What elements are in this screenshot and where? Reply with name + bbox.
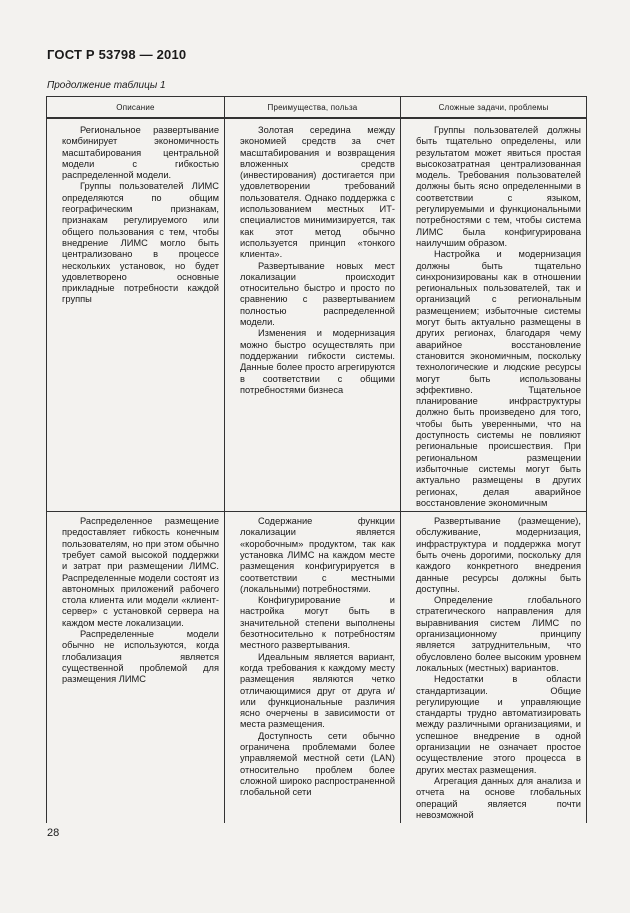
paragraph: Недостатки в области стандартизации. Общие регулирующие и управляющие стандарты трудно автоматизировать между различными организациями, и успешное внедрение в одной организации не означает простое осуществление этого процесса в других местах размещения. (416, 674, 581, 775)
paragraph: Группы пользователей ЛИМС определяются по общим географическим признакам, признакам регулируемого или общего пользования с тем, чтобы внедрение ЛИМС могло быть централизовано в процессе нескольких установок, но будет удовлетворено основные прикладные потребности каждой группы (62, 181, 219, 305)
paragraph: Группы пользователей должны быть тщательно определены, или результатом может явиться простая высокозатратная централизованная модель. Требования пользователей должны быть ясно определенными в соответствии с языком, регулируемыми и функциональными потребностями с тем, чтобы система ЛИМС была конфигурирована наилучшим образом. (416, 125, 581, 248)
page-number: 28 (47, 827, 60, 839)
paragraph: Региональное развертывание комбинирует экономичность масштабирования центральной модели с гибкостью распределенной модели. (62, 125, 219, 181)
paragraph: Доступность сети обычно ограничена проблемами более управляемой местной сети (LAN) относительно проблем более сложной широко распространенной глобальной сети (240, 730, 396, 798)
cell-description (47, 512, 225, 824)
column-header-benefits: Преимущества, польза (225, 97, 401, 119)
document-header: ГОСТ Р 53798 — 2010 (47, 47, 187, 62)
paragraph: Распределенные модели обычно не используются, когда глобализация является существенной проблемой для размещения ЛИМС (62, 629, 219, 685)
cell-challenges (401, 512, 587, 824)
table-row (47, 512, 587, 824)
column-header-description: Описание (47, 97, 225, 119)
paragraph: Конфигурирование и настройка могут быть в значительной степени выполнены безотносительно к потребностям местного развертывания. (240, 595, 395, 651)
paragraph: Развертывание (размещение), обслуживание, модернизация, инфраструктура и поддержка могут быть очень дорогими, поскольку для каждого конкретного внедрения данные ресурсы должны быть доступны. (416, 516, 581, 594)
lims-deployment-table (46, 96, 587, 823)
paragraph: Настройка и модернизация должны быть тщательно синхронизированы как в отношении региональных пользователей, так и организаций с региональным размещением; избыточные системы могут быть актуально размещены в других регионах, благодаря чему аварийное восстановление становится экономичным, поскольку технологические и людские ресурсы могут быть использованы эффективно. Тщательное планирование инфраструктуры должно быть произведено для того, чтобы быть уверенными, что на доступность системы не повлияют региональные происшествия. При региональном размещении избыточные системы могут быть актуально размещены в других регионах, делая аварийное восстановление экономичным (416, 249, 581, 508)
column-header-challenges: Сложные задачи, проблемы (401, 97, 587, 119)
table-row (47, 118, 587, 512)
cell-description (47, 118, 225, 512)
table-caption: Продолжение таблицы 1 (47, 80, 166, 91)
cell-challenges (401, 118, 587, 512)
paragraph: Агрегация данных для анализа и отчета на основе глобальных операций является почти невозможной (416, 775, 581, 820)
cell-benefits (225, 118, 401, 512)
table-header-row (47, 97, 587, 119)
paragraph: Изменения и модернизация можно быстро осуществлять при поддержании гибкости системы. Данные более просто агрегируются в соответствии с общими потребностями бизнеса (240, 328, 395, 395)
paragraph: Идеальным является вариант, когда требования к каждому месту размещения являются четко отличающимися друг от друга и/или функциональные различия ясно очерчены в зависимости от места размещения. (240, 651, 395, 730)
paragraph: Содержание функции локализации является «коробочным» продуктом, так как установка ЛИМС на каждом месте размещения конфигурируется в соответствии с местными (локальными) потребностями. (240, 516, 395, 594)
cell-benefits (225, 512, 401, 824)
paragraph: Определение глобального стратегического направления для выравнивания систем ЛИМС по организационному принципу является затруднительным, что обусловлено более высоким уровнем локальных (местных) вариантов. (416, 595, 581, 673)
paragraph: Распределенное размещение предоставляет гибкость конечным пользователям, но при этом обычно требует самой высокой поддержки и затрат при размещении ЛИМС. Распределенные модели состоят из автономных приложений рабочего стола клиента или модели «клиент-сервер» с установкой сервера на каждом месте локализации. (62, 516, 219, 628)
paragraph: Золотая середина между экономией средств за счет масштабирования и возвращения вложенных средств (инвестирования) достигается при удовлетворении требований пользователя. Однако поддержка с использованием местных ИТ-специалистов минимизируется, так как этот метод обычно используется принцип «тонкого клиента». (240, 125, 395, 260)
paragraph: Развертывание новых мест локализации происходит относительно быстро и просто по сравнению с развертыванием полностью распределенной модели. (240, 260, 395, 328)
